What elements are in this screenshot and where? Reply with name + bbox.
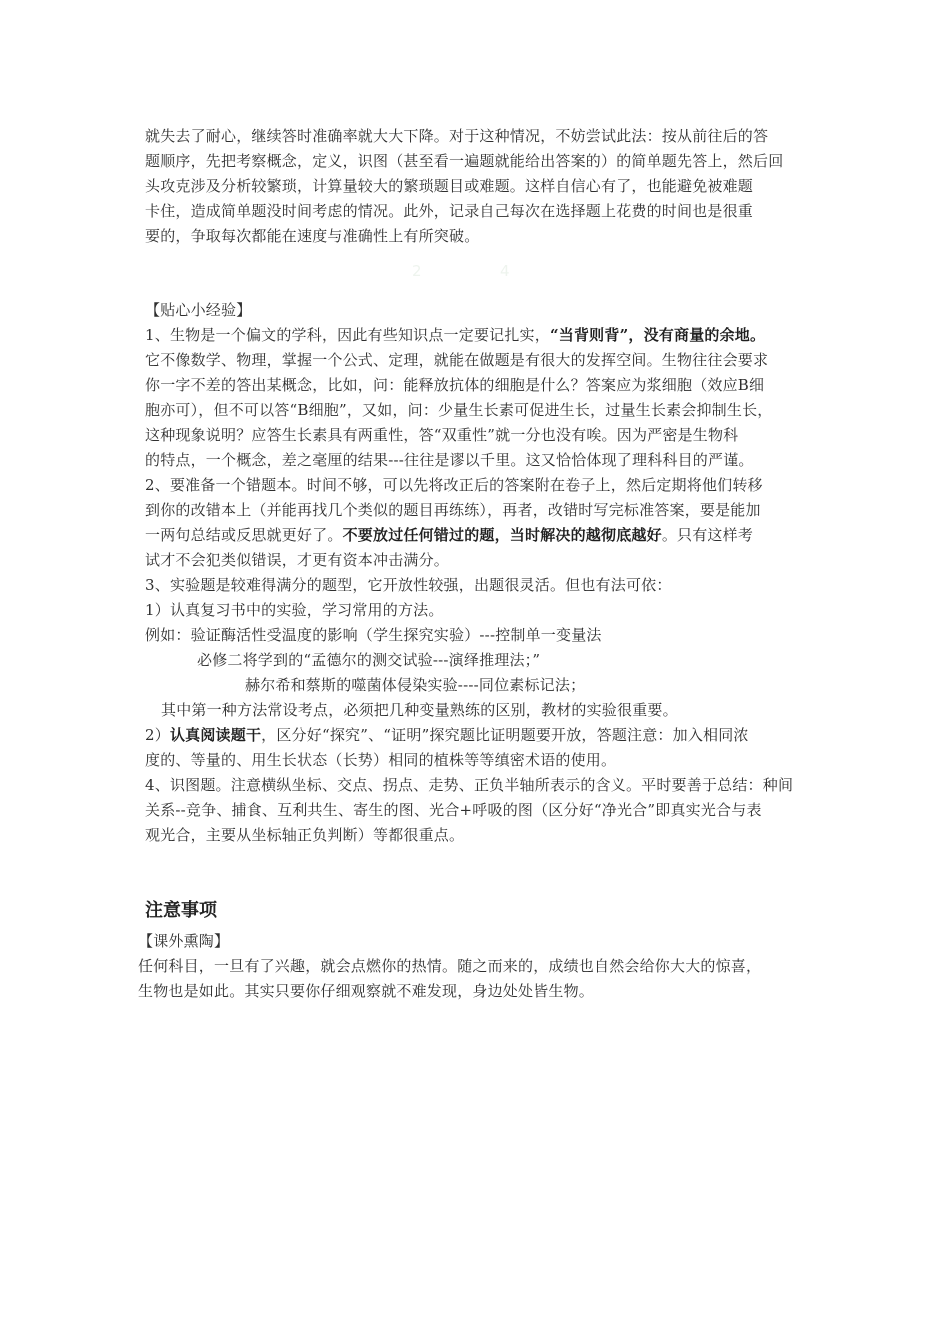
tips-text: 1、生物是一个偏文的学科，因此有些知识点一定要记扎实， [145,326,550,344]
section-heading: 注意事项 [145,900,217,921]
tips-section [145,298,815,848]
tips-line: 这种现象说明？应答生长素具有两重性，答“双重性”就一分也没有唉。因为严密是生物科 [145,426,739,444]
tips-line: 到你的改错本上（并能再找几个类似的题目再练练），再者，改错时写完标准答案，要是能加 [145,501,761,519]
tips-line: 胞亦可），但不可以答“B细胞”，又如，问：少量生长素可促进生长，过量生长素会抑制生长， [145,401,773,419]
faint-page-mark: 2 [412,262,422,280]
tips-line: 2、要准备一个错题本。时间不够，可以先将改正后的答案附在卷子上，然后定期将他们转移 [145,476,763,494]
tips-line [145,723,815,748]
tips-title: 【贴心小经验】 [145,301,252,319]
notes-line: 生物也是如此。其实只要你仔细观察就不难发现，身边处处皆生物。 [138,982,595,1000]
intro-line: 卡住，造成简单题没时间考虑的情况。此外，记录自己每次在选择题上花费的时间也是很重 [145,202,754,220]
tips-line [145,323,815,348]
tips-emphasis: 认真阅读题干 [169,726,262,744]
tips-emphasis: “当背则背”，没有商量的余地。 [549,326,766,344]
tips-line: 赫尔希和蔡斯的噬菌体侵染实验----同位素标记法； [245,676,586,694]
tips-line: 试才不会犯类似错误，才更有资本冲击满分。 [145,551,450,569]
tips-text: 2） [145,726,170,744]
tips-text: 一两句总结或反思就更好了。 [145,526,343,544]
tips-emphasis: 不要放过任何错过的题，当时解决的越彻底越好 [342,526,662,544]
notes-line: 任何科目，一旦有了兴趣，就会点燃你的热情。随之而来的，成绩也自然会给你大大的惊喜， [138,957,762,975]
tips-text: ，区分好“探究”、“证明”探究题比证明题要开放，答题注意：加入相同浓 [261,726,749,744]
intro-line: 就失去了耐心，继续答时准确率就大大下降。对于这种情况，不妨尝试此法：按从前往后的答 [145,127,769,145]
tips-line: 观光合，主要从坐标轴正负判断）等都很重点。 [145,826,465,844]
tips-line: 你一字不差的答出某概念，比如，问：能释放抗体的细胞是什么？答案应为浆细胞（效应B细 [145,376,765,394]
tips-line: 的特点，一个概念，差之毫厘的结果---往往是谬以千里。这又恰恰体现了理科科目的严谨。 [145,451,754,469]
tips-text: 。只有这样考 [661,526,754,544]
tips-line: 例如：验证酶活性受温度的影响（学生探究实验）---控制单一变量法 [145,626,602,644]
tips-line: 3、实验题是较难得满分的题型，它开放性较强，出题很灵活。但也有法可依： [145,576,672,594]
intro-paragraph [145,124,815,249]
tips-line: 4、识图题。注意横纵坐标、交点、拐点、走势、正负半轴所表示的含义。平时要善于总结：种间 [145,776,794,794]
tips-line: 度的、等量的、用生长状态（长势）相同的植株等等缜密术语的使用。 [145,751,617,769]
intro-line: 要的，争取每次都能在速度与准确性上有所突破。 [145,227,480,245]
tips-line: 1）认真复习书中的实验，学习常用的方法。 [145,601,444,619]
notes-subtitle: 【课外熏陶】 [138,932,230,950]
tips-line: 它不像数学、物理，掌握一个公式、定理，就能在做题是有很大的发挥空间。生物往往会要求 [145,351,769,369]
tips-line: 必修二将学到的“孟德尔的测交试验---演绎推理法；” [197,651,541,669]
intro-line: 题顺序，先把考察概念，定义，识图（甚至看一遍题就能给出答案的）的简单题先答上，然后回 [145,152,784,170]
tips-line: 关系--竞争、捕食、互利共生、寄生的图、光合+呼吸的图（区分好“净光合”即真实光合与表 [145,801,762,819]
tips-line [145,523,815,548]
tips-line: 其中第一种方法常设考点，必须把几种变量熟练的区别，教材的实验很重要。 [161,701,678,719]
notes-section [138,929,808,1004]
intro-line: 头攻克涉及分析较繁琐，计算量较大的繁琐题目或难题。这样自信心有了，也能避免被难题 [145,177,754,195]
faint-page-mark: 4 [500,262,510,280]
